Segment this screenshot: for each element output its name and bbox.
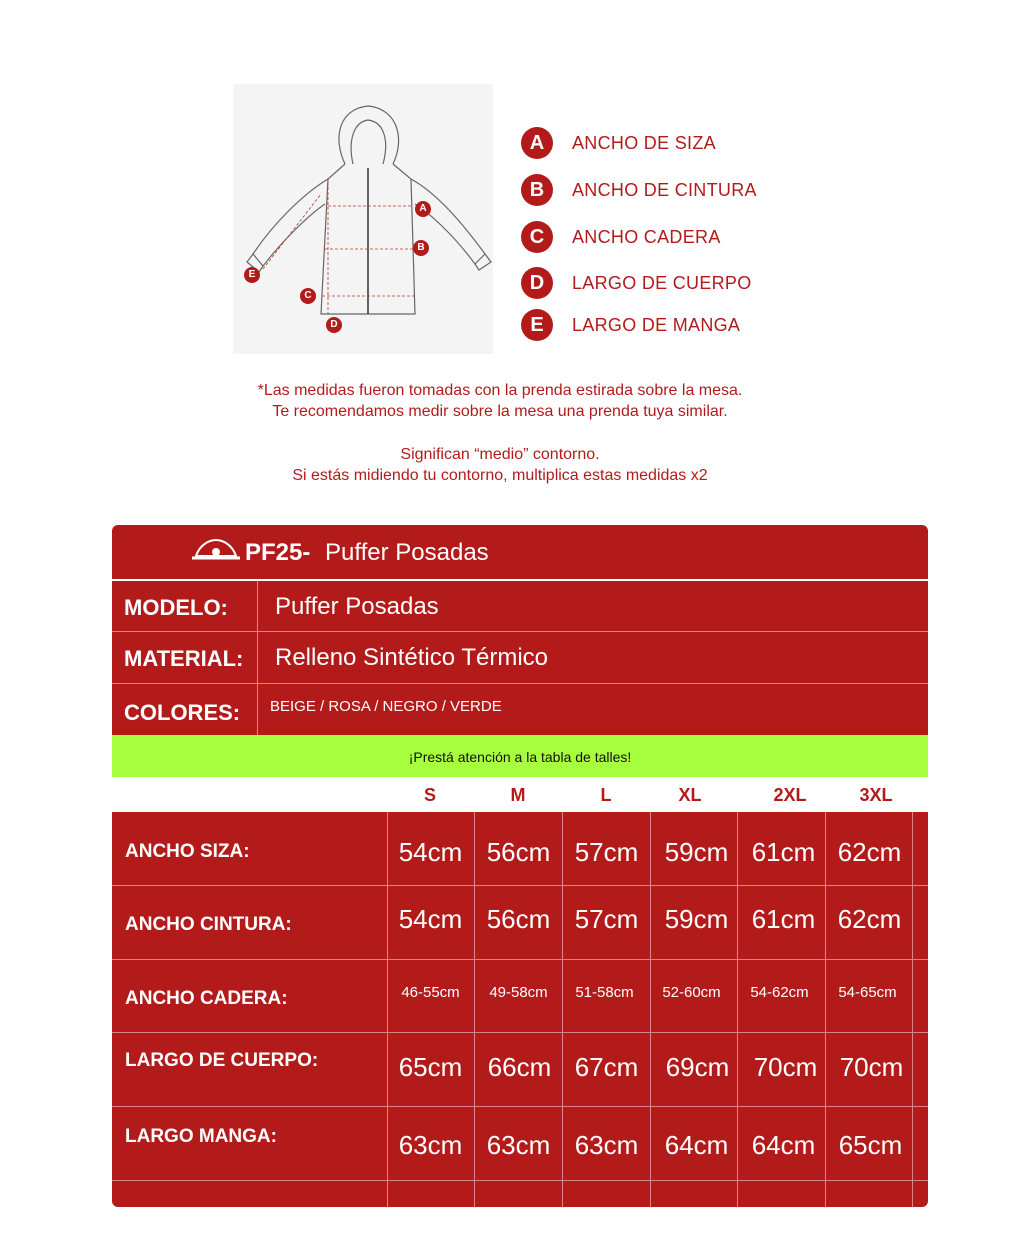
size-l: L — [600, 785, 612, 805]
grid-line — [112, 1106, 928, 1107]
table-cell: 70cm — [753, 1052, 818, 1082]
table-cell: 54cm — [398, 837, 463, 867]
table-cell: 62cm — [837, 837, 902, 867]
table-cell: 51-58cm — [575, 984, 634, 1001]
table-cell: 52-60cm — [662, 984, 721, 1001]
legend-letter: D — [521, 267, 553, 299]
table-cell: 54cm — [398, 904, 463, 934]
table-cell: 57cm — [574, 837, 639, 867]
badge-b: B — [413, 240, 429, 256]
row-label-ancho-cintura: ANCHO CINTURA: — [125, 914, 292, 935]
table-cell: 56cm — [486, 837, 551, 867]
table-cell: 64cm — [751, 1130, 816, 1160]
table-cell: 62cm — [837, 904, 902, 934]
grid-line — [112, 885, 928, 886]
table-cell: 64cm — [664, 1130, 729, 1160]
note-line-4: Si estás midiendo tu contorno, multiplica estas medidas x2 — [292, 467, 708, 484]
table-cell: 56cm — [486, 904, 551, 934]
table-cell: 63cm — [398, 1130, 463, 1160]
divider — [112, 631, 928, 632]
legend-label: ANCHO DE SIZA — [572, 132, 716, 153]
legend-item-c — [521, 221, 721, 253]
garment-diagram — [233, 84, 493, 354]
product-code: PF25- — [245, 539, 311, 566]
table-cell: 61cm — [751, 837, 816, 867]
legend-letter: C — [521, 221, 553, 253]
notice-text: ¡Prestá atención a la tabla de talles! — [408, 749, 632, 765]
size-2xl: 2XL — [773, 785, 807, 805]
table-cell: 49-58cm — [489, 984, 548, 1001]
notice-bar — [112, 735, 928, 777]
table-cell: 46-55cm — [401, 984, 460, 1001]
size-3xl: 3XL — [859, 785, 893, 805]
legend-letter: A — [521, 127, 553, 159]
grid-line — [112, 1180, 928, 1181]
badge-c: C — [300, 288, 316, 304]
table-cell: 63cm — [574, 1130, 639, 1160]
table-cell: 70cm — [839, 1052, 904, 1082]
size-xl: XL — [678, 785, 702, 805]
table-cell: 69cm — [665, 1052, 730, 1082]
table-cell: 59cm — [664, 837, 729, 867]
legend-letter: B — [521, 174, 553, 206]
divider — [112, 683, 928, 684]
row-label-ancho-siza: ANCHO SIZA: — [125, 841, 250, 862]
grid-line — [112, 1032, 928, 1033]
product-title: Puffer Posadas — [325, 539, 489, 566]
size-s: S — [423, 785, 436, 805]
material-value: Relleno Sintético Térmico — [275, 644, 549, 671]
row-label-ancho-cadera: ANCHO CADERA: — [125, 988, 288, 1009]
legend-item-d — [521, 267, 752, 299]
badge-e: E — [244, 267, 260, 283]
column-divider — [257, 581, 258, 735]
legend-item-e — [521, 309, 740, 341]
table-cell: 65cm — [398, 1052, 463, 1082]
legend-item-b — [521, 174, 757, 206]
grid-line — [112, 959, 928, 960]
hoodie-illustration — [233, 84, 493, 354]
table-cell: 63cm — [486, 1130, 551, 1160]
colors-value: BEIGE / ROSA / NEGRO / VERDE — [270, 698, 502, 715]
badge-d: D — [326, 317, 342, 333]
legend-label: ANCHO CADERA — [572, 226, 721, 247]
table-cell: 67cm — [574, 1052, 639, 1082]
note-line-1: *Las medidas fueron tomadas con la prenda estirada sobre la mesa. — [257, 382, 743, 399]
legend-label: LARGO DE CUERPO — [572, 272, 752, 293]
row-label-largo-manga: LARGO MANGA: — [125, 1126, 277, 1147]
model-label: MODELO: — [124, 595, 228, 620]
table-cell: 54-62cm — [750, 984, 809, 1001]
grid-line — [650, 812, 651, 1207]
size-m: M — [510, 785, 526, 805]
table-cell: 57cm — [574, 904, 639, 934]
table-cell: 65cm — [838, 1130, 903, 1160]
brand-logo-icon — [190, 538, 242, 564]
table-cell: 59cm — [664, 904, 729, 934]
note-line-3: Significan “medio” contorno. — [400, 446, 600, 463]
legend-label: LARGO DE MANGA — [572, 314, 741, 335]
divider — [112, 579, 928, 581]
table-cell: 61cm — [751, 904, 816, 934]
legend-letter: E — [521, 309, 553, 341]
table-cell: 66cm — [487, 1052, 552, 1082]
note-line-2: Te recomendamos medir sobre la mesa una prenda tuya similar. — [272, 403, 728, 420]
legend-label: ANCHO DE CINTURA — [572, 179, 757, 200]
table-cell: 54-65cm — [838, 984, 897, 1001]
legend-item-a — [521, 127, 716, 159]
model-value: Puffer Posadas — [275, 593, 439, 620]
row-label-largo-cuerpo: LARGO DE CUERPO: — [125, 1050, 319, 1071]
badge-a: A — [415, 201, 431, 217]
colors-label: COLORES: — [124, 700, 241, 725]
product-card — [112, 525, 928, 1207]
material-label: MATERIAL: — [124, 646, 244, 671]
